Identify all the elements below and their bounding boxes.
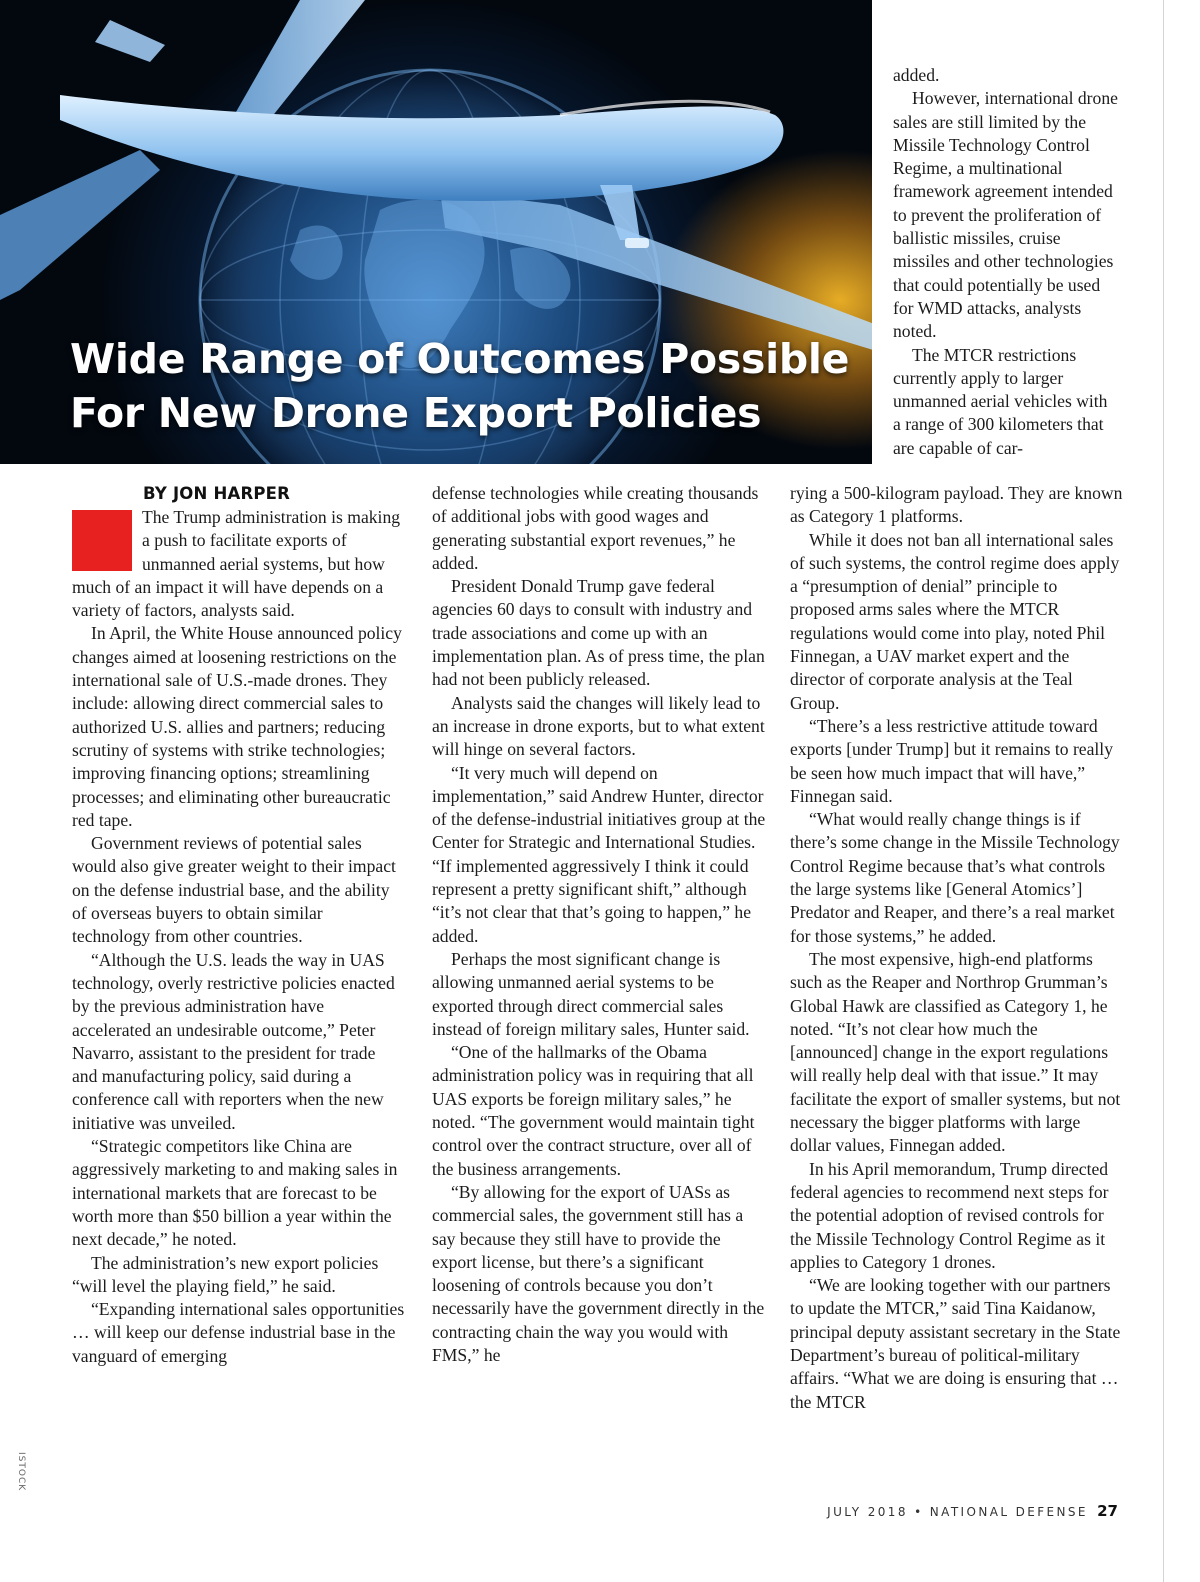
paragraph: “By allowing for the export of UASs as commercial sales, the government still has a say because they still have to provide the export license, but there’s a significant loosening of controls because you don’t necessarily have the government directly in the contracting chain the way you would with FMS,” he <box>432 1181 765 1365</box>
paragraph: While it does not ban all international sales of such systems, the control regime does apply a “presumption of denial” principle to proposed arms sales where the MTCR regulations would come into play, noted Phil Finnegan, a UAV market expert and the director of corporate analysis at the Teal Group. <box>790 529 1120 713</box>
column-3-top <box>893 64 1118 460</box>
paragraph: “One of the hallmarks of the Obama administration policy was in requiring that all UAS exports be foreign military sales,” he noted. “The government would maintain tight control over the contract structure, over all of the business arrangements. <box>432 1042 755 1179</box>
paragraph: However, international drone sales are still limited by the Missile Technology Control Regime, a multinational framework agreement intended to prevent the proliferation of ballistic missiles, cruise missiles and other technologies that could potentially be used for WMD attacks, analysts noted. <box>893 88 1118 342</box>
paragraph: The most expensive, high-end platforms such as the Reaper and Northrop Grumman’s Global Hawk are classified as Category 1, he noted. “It’s not clear how much the [announced] change in the export regulations will really help deal with that issue.” It may facilitate the export of smaller systems, but not necessary the bigger platforms with large dollar values, Finnegan added. <box>790 948 1121 1156</box>
paragraph: “There’s a less restrictive attitude toward exports [under Trump] but it remains to really be seen how much impact that will have,” Finnegan said. <box>790 715 1113 806</box>
byline: BY JON HARPER <box>143 484 291 503</box>
hero-image <box>0 0 872 464</box>
column-3 <box>790 482 1124 1414</box>
paragraph: The Trump administration is making a push to facilitate exports of unmanned aerial systems, but how much of an impact it will have depends on a variety of factors, analysts said. <box>72 507 401 621</box>
paragraph: added. <box>893 65 940 85</box>
paragraph: “It very much will depend on implementation,” said Andrew Hunter, director of the defense-industrial initiatives group at the Center for Strategic and International Studies. “If implemented aggressively I think it could represent a pretty significant shift,” although “it’s not clear that that’s going to happen,” he added. <box>432 762 766 946</box>
paragraph: The MTCR restrictions currently apply to larger unmanned aerial vehicles with a range of 300 kilometers that are capable of car- <box>893 344 1108 458</box>
paragraph: defense technologies while creating thousands of additional jobs with good wages and generating substantial export revenues,” he added. <box>432 483 759 573</box>
paragraph: “What would really change things is if there’s some change in the Missile Technology Control Regime because that’s what controls the large systems like [General Atomics’] Predator and Reaper, and there’s a real market for those systems,” he added. <box>790 809 1120 946</box>
paragraph: Government reviews of potential sales would also give greater weight to their impact on the defense industrial base, and the ability of overseas buyers to obtain similar technology from other countries. <box>72 833 396 947</box>
paragraph: In his April memorandum, Trump directed federal agencies to recommend next steps for the potential adoption of revised controls for the Missile Technology Control Regime as it applies to Category 1 drones. <box>790 1158 1109 1272</box>
paragraph: “Although the U.S. leads the way in UAS technology, overly restrictive policies enacted by the previous administration have accelerated an undesirable outcome,” Peter Navarro, assistant to the president for trade and manufacturing policy, said during a conference call with reporters when the new initiative was unveiled. <box>72 949 395 1133</box>
paragraph: The administration’s new export policies “will level the playing field,” he said. <box>72 1252 379 1296</box>
page-footer <box>827 1502 1118 1520</box>
issue-label: JULY 2018 • NATIONAL DEFENSE <box>827 1505 1088 1519</box>
headline-line-2: For New Drone Export Policies <box>70 389 762 437</box>
paragraph: President Donald Trump gave federal agencies 60 days to consult with industry and trade associations and come up with an implementation plan. As of press time, the plan had not been publicly released. <box>432 576 765 690</box>
headline <box>70 332 860 440</box>
paragraph: Analysts said the changes will likely lead to an increase in drone exports, but to what extent will hinge on several factors. <box>432 692 765 760</box>
page-number: 27 <box>1097 1502 1118 1520</box>
paragraph: “Strategic competitors like China are aggressively marketing to and making sales in international markets that are forecast to be worth more than $50 billion a year within the next decade,” he noted. <box>72 1136 398 1250</box>
page-edge-divider <box>1163 0 1164 1582</box>
paragraph: In April, the White House announced policy changes aimed at loosening restrictions on the international sale of U.S.-made drones. They include: allowing direct commercial sales to authorized U.S. allies and partners; reducing scrutiny of systems with strike technologies; improving financing options; streamlining processes; and eliminating other bureaucratic red tape. <box>72 623 402 830</box>
paragraph: “We are looking together with our partners to update the MTCR,” said Tina Kaidanow, principal deputy assistant secretary in the State Department’s bureau of political-military affairs. “What we are doing is ensuring that … the MTCR <box>790 1275 1121 1412</box>
paragraph: Perhaps the most significant change is allowing unmanned aerial systems to be exported through direct commercial sales instead of foreign military sales, Hunter said. <box>432 948 750 1039</box>
column-2 <box>432 482 766 1367</box>
photo-credit: ISTOCK <box>16 1452 26 1492</box>
paragraph: rying a 500-kilogram payload. They are known as Category 1 platforms. <box>790 483 1123 527</box>
drop-cap-block <box>72 510 132 571</box>
column-1 <box>72 482 405 1368</box>
headline-line-1: Wide Range of Outcomes Possible <box>70 335 850 383</box>
paragraph: “Expanding international sales opportunities … will keep our defense industrial base in the vanguard of emerging <box>72 1299 405 1366</box>
